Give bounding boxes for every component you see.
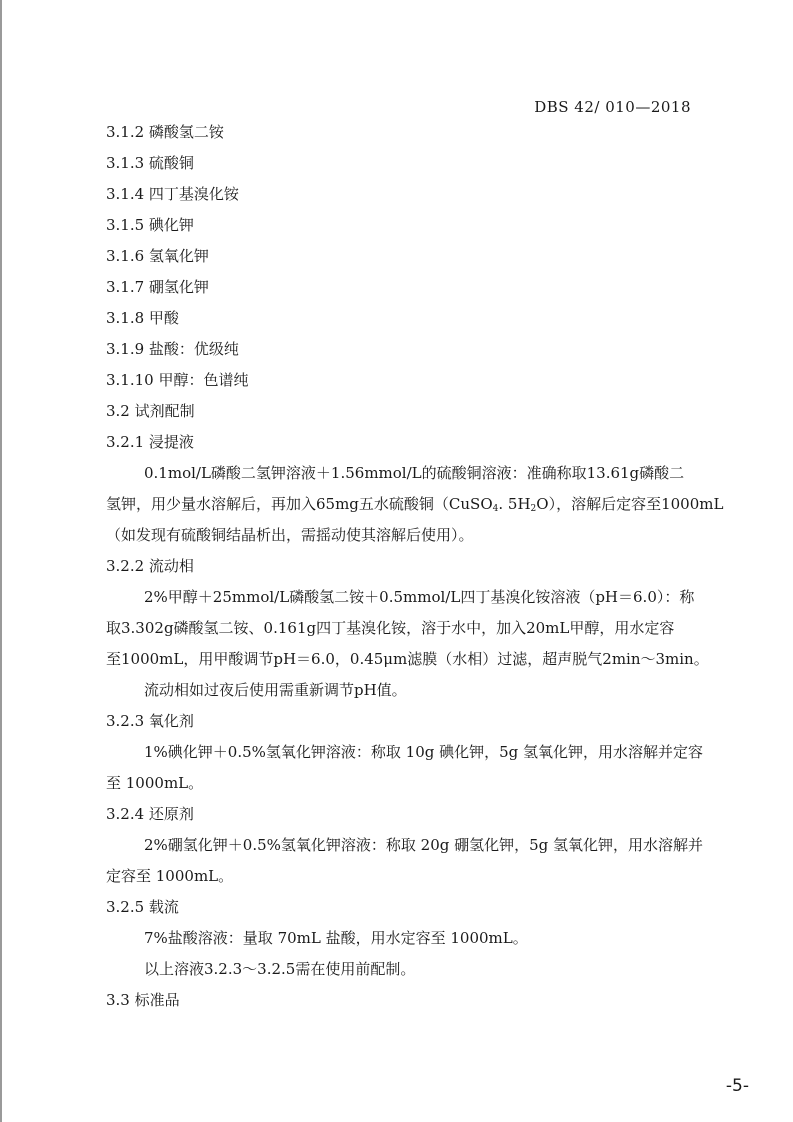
paragraph-3-2-4-line-2: 定容至 1000mL。 <box>106 867 234 885</box>
text-span: . 5H <box>498 495 531 513</box>
section-3-1-3: 3.1.3 硫酸铜 <box>106 154 194 172</box>
section-3-1-7: 3.1.7 硼氢化钾 <box>106 278 209 296</box>
page-edge-shadow <box>0 0 2 1122</box>
section-3-2-2-heading: 3.2.2 流动相 <box>106 557 194 575</box>
paragraph-3-2-1-line-3: （如发现有硫酸铜结晶析出，需摇动使其溶解后使用）。 <box>106 526 474 544</box>
paragraph-3-2-2-line-3: 至1000mL，用甲酸调节pH＝6.0，0.45μm滤膜（水相）过滤，超声脱气2min～3min。 <box>106 650 709 668</box>
section-3-1-9: 3.1.9 盐酸：优级纯 <box>106 340 239 358</box>
section-3-2-heading: 3.2 试剂配制 <box>106 402 195 420</box>
section-3-1-5: 3.1.5 碘化钾 <box>106 216 194 234</box>
section-3-1-10: 3.1.10 甲醇：色谱纯 <box>106 371 249 389</box>
paragraph-3-2-2-line-1: 2%甲醇＋25mmol/L磷酸氢二铵＋0.5mmol/L四丁基溴化铵溶液（pH＝6.0）：称 <box>144 588 695 606</box>
section-3-1-4: 3.1.4 四丁基溴化铵 <box>106 185 239 203</box>
section-3-2-3-heading: 3.2.3 氧化剂 <box>106 712 194 730</box>
paragraph-3-2-5-line-1: 7%盐酸溶液：量取 70mL 盐酸，用水定容至 1000mL。 <box>144 929 528 947</box>
paragraph-3-2-1-line-1: 0.1mol/L磷酸二氢钾溶液＋1.56mmol/L的硫酸铜溶液：准确称取13.61g磷酸二 <box>144 464 685 482</box>
paragraph-3-2-3-line-2: 至 1000mL。 <box>106 774 204 792</box>
section-3-2-5-heading: 3.2.5 载流 <box>106 898 179 916</box>
paragraph-3-2-4-line-1: 2%硼氢化钾＋0.5%氢氧化钾溶液：称取 20g 硼氢化钾，5g 氢氧化钾，用水溶解并 <box>144 836 704 854</box>
paragraph-3-2-2-line-2: 取3.302g磷酸氢二铵、0.161g四丁基溴化铵，溶于水中，加入20mL甲醇，用水定容 <box>106 619 675 637</box>
paragraph-3-2-5-note: 以上溶液3.2.3～3.2.5需在使用前配制。 <box>144 960 416 978</box>
page-number: -5- <box>725 1076 749 1096</box>
paragraph-3-2-2-note: 流动相如过夜后使用需重新调节pH值。 <box>144 681 407 699</box>
text-span: 氢钾，用少量水溶解后，再加入65mg五水硫酸铜（CuSO <box>106 495 493 513</box>
subscript: 2 <box>530 504 537 514</box>
section-3-1-2: 3.1.2 磷酸氢二铵 <box>106 123 224 141</box>
document-header: DBS 42/ 010—2018 <box>534 98 691 116</box>
section-3-1-6: 3.1.6 氢氧化钾 <box>106 247 209 265</box>
section-3-3-heading: 3.3 标准品 <box>106 991 180 1009</box>
section-3-1-8: 3.1.8 甲酸 <box>106 309 179 327</box>
subscript: 4 <box>492 504 499 514</box>
paragraph-3-2-3-line-1: 1%碘化钾＋0.5%氢氧化钾溶液：称取 10g 碘化钾，5g 氢氧化钾，用水溶解并定容 <box>144 743 704 761</box>
text-span: O），溶解后定容至1000mL <box>536 495 724 513</box>
section-3-2-1-heading: 3.2.1 浸提液 <box>106 433 194 451</box>
paragraph-3-2-1-line-2 <box>106 494 723 519</box>
section-3-2-4-heading: 3.2.4 还原剂 <box>106 805 194 823</box>
